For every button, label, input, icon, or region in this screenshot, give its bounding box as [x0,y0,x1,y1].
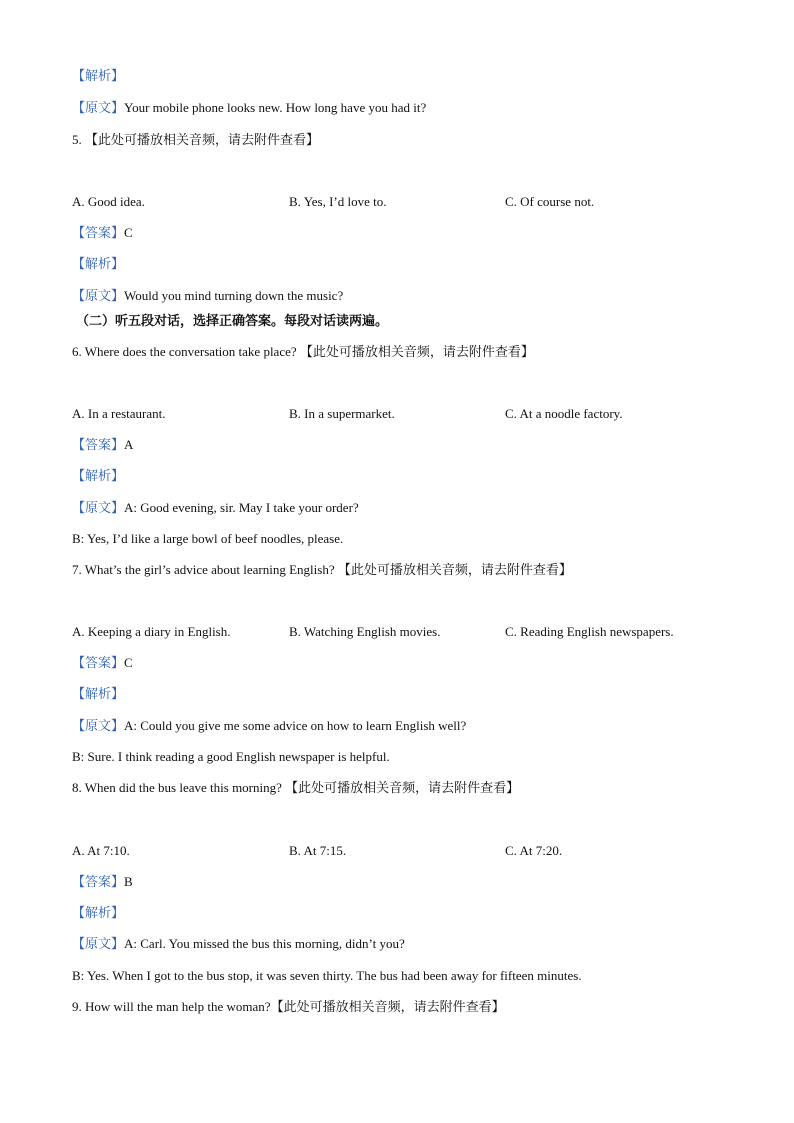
original-label: 【原文】 [72,100,125,115]
question-text: 8. When did the bus leave this morning? [72,780,282,795]
answer-label: 【答案】 [72,655,125,670]
audio-note: 【此处可播放相关音频，请去附件查看】 [337,562,572,577]
original-label: 【原文】 [72,718,125,733]
original-content: A: Good evening, sir. May I take your order? [124,500,359,515]
audio-note: 【此处可播放相关音频，请去附件查看】 [299,344,534,359]
q8-option-a: A. At 7:10. [72,843,130,858]
question-text: 9. How will the man help the woman? [72,999,271,1014]
analysis-label: 【解析】 [72,468,125,483]
question-7 [72,562,572,578]
analysis-label: 【解析】 [72,256,125,271]
original-content: A: Carl. You missed the bus this morning, didn’t you? [124,936,405,951]
answer-value: A [124,437,134,452]
question-number: 5. [72,132,82,147]
answer-value: B [124,874,133,889]
q7-answer [72,655,133,671]
question-9 [72,999,505,1015]
audio-note: 【此处可播放相关音频，请去附件查看】 [270,999,505,1014]
audio-note: 【此处可播放相关音频，请去附件查看】 [85,132,320,147]
question-5 [72,132,319,148]
q7-line-b: B: Sure. I think reading a good English newspaper is helpful. [72,749,390,764]
q8-line-b: B: Yes. When I got to the bus stop, it was seven thirty. The bus had been away for fifteen minutes. [72,968,582,983]
q5-option-a: A. Good idea. [72,194,145,209]
answer-value: C [124,225,133,240]
question-6 [72,344,534,360]
analysis-label: 【解析】 [72,686,125,701]
original-text [72,100,426,116]
q8-option-b: B. At 7:15. [289,843,347,858]
analysis-label: 【解析】 [72,68,125,83]
q6-option-c: C. At a noodle factory. [505,406,623,421]
q6-answer [72,437,133,453]
q5-answer [72,225,133,241]
q6-line-b: B: Yes, I’d like a large bowl of beef noodles, please. [72,531,344,546]
answer-label: 【答案】 [72,874,125,889]
q6-original [72,500,359,516]
q6-option-b: B. In a supermarket. [289,406,395,421]
original-label: 【原文】 [72,936,125,951]
original-label: 【原文】 [72,288,125,303]
q8-answer [72,874,133,890]
q7-option-a: A. Keeping a diary in English. [72,624,231,639]
q8-option-c: C. At 7:20. [505,843,563,858]
answer-label: 【答案】 [72,225,125,240]
original-content: Would you mind turning down the music? [124,288,344,303]
q7-original [72,718,466,734]
q7-option-b: B. Watching English movies. [289,624,441,639]
q5-option-c: C. Of course not. [505,194,595,209]
q5-option-b: B. Yes, I’d love to. [289,194,387,209]
answer-label: 【答案】 [72,437,125,452]
answer-value: C [124,655,133,670]
section-header: （二）听五段对话，选择正确答案。每段对话读两遍。 [76,314,389,329]
q8-original [72,936,405,952]
q5-original [72,288,343,304]
original-label: 【原文】 [72,500,125,515]
question-8 [72,780,519,796]
q7-option-c: C. Reading English newspapers. [505,624,674,639]
original-content: Your mobile phone looks new. How long have you had it? [124,100,427,115]
question-text: 7. What’s the girl’s advice about learning English? [72,562,335,577]
analysis-label: 【解析】 [72,905,125,920]
q6-option-a: A. In a restaurant. [72,406,166,421]
audio-note: 【此处可播放相关音频，请去附件查看】 [285,780,520,795]
original-content: A: Could you give me some advice on how to learn English well? [124,718,467,733]
question-text: 6. Where does the conversation take place? [72,344,297,359]
